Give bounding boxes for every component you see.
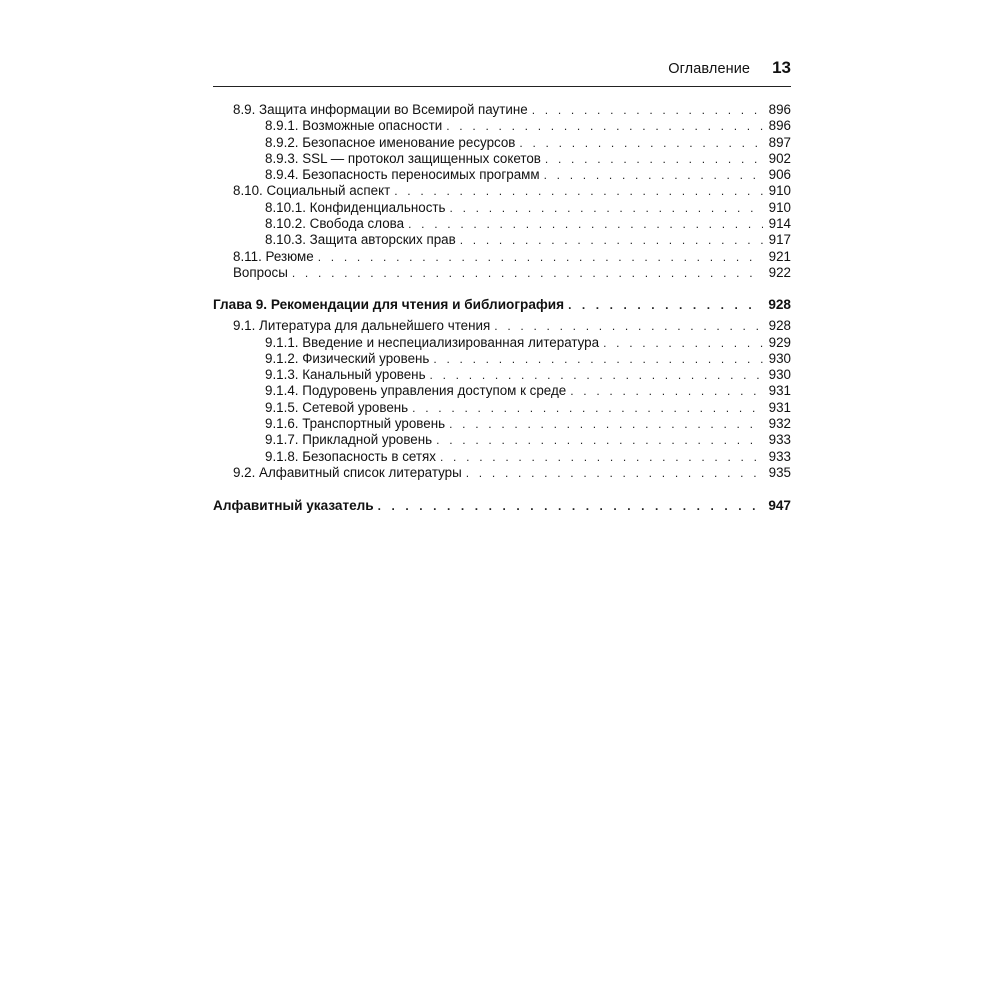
toc-entry-9-1-4[interactable] <box>213 383 791 399</box>
toc-entry-9-1-1[interactable] <box>213 335 791 351</box>
dot-leader <box>450 200 763 216</box>
toc-entry-title: 9.1.3. Канальный уровень <box>265 367 426 383</box>
toc-entry-title: 9.1. Литература для дальнейшего чтения <box>233 318 491 334</box>
toc-index-page: 947 <box>768 498 791 514</box>
toc-chapter-page: 928 <box>768 297 791 313</box>
toc-entry-page: 931 <box>768 399 791 415</box>
toc-entry-title: 8.10. Социальный аспект <box>233 183 391 199</box>
toc-entry-page: 930 <box>768 367 791 383</box>
toc-entry-title: 9.1.5. Сетевой уровень <box>265 399 409 415</box>
toc-entry-page: 928 <box>768 318 791 334</box>
toc-entry-page: 906 <box>768 167 791 183</box>
toc-entry-page: 914 <box>768 216 791 232</box>
toc-entry-title: 9.1.6. Транспортный уровень <box>265 416 446 432</box>
toc-entry-9-1-7[interactable] <box>213 432 791 448</box>
toc-entry-page: 897 <box>768 134 791 150</box>
running-head-title: Оглавление <box>668 61 751 77</box>
toc-entry-9-1-5[interactable] <box>213 400 791 416</box>
toc-entry-title: 9.2. Алфавитный список литературы <box>233 464 462 480</box>
toc-entry-8-10[interactable] <box>213 183 791 199</box>
dot-leader <box>460 232 763 248</box>
toc-chapter-title: Глава 9. Рекомендации для чтения и библиография <box>213 297 565 313</box>
toc-entry-8-10-1[interactable] <box>213 200 791 216</box>
dot-leader <box>570 383 762 399</box>
toc-entry-page: 932 <box>768 416 791 432</box>
toc-entry-9-1-8[interactable] <box>213 449 791 465</box>
dot-leader <box>412 400 762 416</box>
toc-entry-9-1-2[interactable] <box>213 351 791 367</box>
toc-entry-page: 921 <box>768 248 791 264</box>
toc-entry-title: 8.9.1. Возможные опасности <box>265 118 443 134</box>
dot-leader <box>318 249 763 265</box>
toc-entry-page: 931 <box>768 383 791 399</box>
dot-leader <box>494 318 762 334</box>
dot-leader <box>408 216 763 232</box>
toc-entry-page: 933 <box>768 448 791 464</box>
toc-entry-page: 902 <box>768 150 791 166</box>
toc-entry-questions[interactable] <box>213 265 791 281</box>
toc-entry-title: 9.1.7. Прикладной уровень <box>265 432 433 448</box>
toc-entry-title: 9.1.4. Подуровень управления доступом к среде <box>265 383 567 399</box>
toc-entry-title: Вопросы <box>233 264 288 280</box>
toc-entry-8-9-3[interactable] <box>213 151 791 167</box>
dot-leader <box>519 135 762 151</box>
dot-leader <box>532 102 763 118</box>
toc-entry-title: 8.9.3. SSL — протокол защищенных сокетов <box>265 150 541 166</box>
toc-entry-8-10-3[interactable] <box>213 232 791 248</box>
toc-entry-8-9-4[interactable] <box>213 167 791 183</box>
toc-entry-page: 910 <box>768 199 791 215</box>
toc-entry-title: 8.9.4. Безопасность переносимых программ <box>265 167 540 183</box>
header-rule <box>213 86 791 87</box>
toc-entry-8-9-2[interactable] <box>213 135 791 151</box>
toc-index[interactable] <box>213 497 791 515</box>
toc-entry-page: 922 <box>768 264 791 280</box>
dot-leader <box>466 465 763 481</box>
toc-index-title: Алфавитный указатель <box>213 498 374 514</box>
dot-leader <box>446 118 762 134</box>
toc-entry-title: 8.9.2. Безопасное именование ресурсов <box>265 134 516 150</box>
toc-entry-page: 896 <box>768 102 791 117</box>
dot-leader <box>436 432 763 448</box>
toc-entry-page: 896 <box>768 118 791 134</box>
running-head <box>213 58 791 82</box>
dot-leader <box>544 167 763 183</box>
toc-entry-page: 917 <box>768 232 791 248</box>
toc-entry-8-10-2[interactable] <box>213 216 791 232</box>
toc-entry-8-9[interactable] <box>213 102 791 118</box>
toc-entry-page: 929 <box>768 334 791 350</box>
page-number: 13 <box>772 58 791 77</box>
dot-leader <box>568 296 762 314</box>
toc-entry-title: 9.1.2. Физический уровень <box>265 350 430 366</box>
toc-entry-9-2[interactable] <box>213 465 791 481</box>
toc-entry-title: 8.9. Защита информации во Всемирой паутине <box>233 102 528 117</box>
dot-leader <box>603 335 763 351</box>
toc-entry-title: 8.10.1. Конфиденциальность <box>265 199 446 215</box>
toc-entry-8-9-1[interactable] <box>213 118 791 134</box>
toc-entry-title: 9.1.1. Введение и неспециализированная литература <box>265 334 600 350</box>
toc-chapter-9[interactable] <box>213 296 791 314</box>
toc-entry-9-1-3[interactable] <box>213 367 791 383</box>
dot-leader <box>449 416 763 432</box>
toc-entry-title: 8.10.2. Свобода слова <box>265 216 405 232</box>
dot-leader <box>433 351 762 367</box>
toc-entry-page: 910 <box>768 183 791 199</box>
toc-entry-9-1[interactable] <box>213 318 791 334</box>
dot-leader <box>378 497 763 515</box>
toc-entry-page: 930 <box>768 350 791 366</box>
toc-entry-8-11[interactable] <box>213 249 791 265</box>
dot-leader <box>545 151 763 167</box>
dot-leader <box>430 367 763 383</box>
toc-entry-9-1-6[interactable] <box>213 416 791 432</box>
dot-leader <box>292 265 763 281</box>
dot-leader <box>394 183 762 199</box>
toc-entry-title: 8.11. Резюме <box>233 248 314 264</box>
toc-entry-page: 933 <box>768 432 791 448</box>
toc-entry-title: 9.1.8. Безопасность в сетях <box>265 448 436 464</box>
table-of-contents <box>213 102 791 515</box>
dot-leader <box>440 449 763 465</box>
toc-entry-title: 8.10.3. Защита авторских прав <box>265 232 456 248</box>
toc-entry-page: 935 <box>768 464 791 480</box>
